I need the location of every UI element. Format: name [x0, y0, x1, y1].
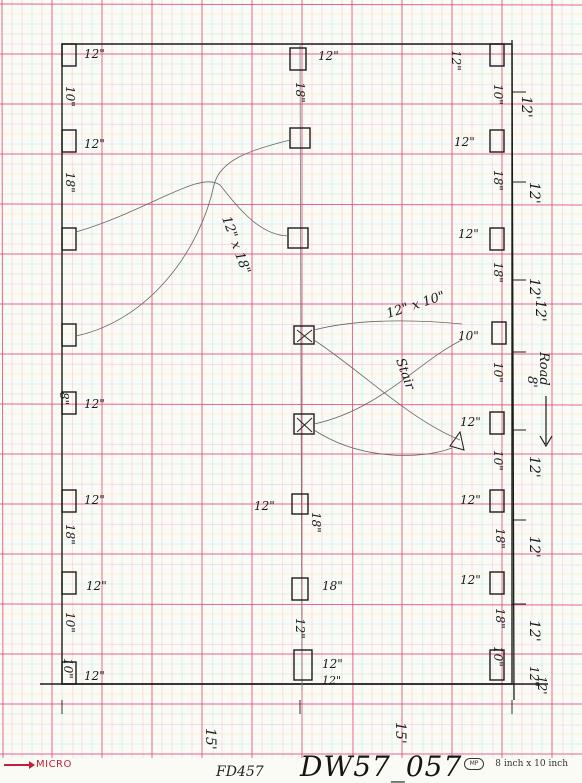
dim-7: 12' [526, 620, 542, 642]
label-right-2b: 18" [491, 170, 505, 191]
label-right-6a: 12" [460, 493, 481, 507]
dim-bottom-left: 15' [202, 728, 218, 750]
paper-logo: MP [464, 758, 484, 770]
label-left-8-b: 12" [84, 669, 105, 683]
label-mid-top-a: 12" [318, 49, 339, 63]
grid-line-horizontal [0, 724, 582, 725]
label-beam-right: 12" x 10" [384, 288, 447, 322]
label-mid-7b: 12" [293, 618, 307, 639]
grid-line-horizontal [0, 604, 582, 605]
floor-plan [40, 40, 552, 714]
label-right-3b: 18" [491, 262, 505, 283]
label-mid-8a: 12" [322, 657, 343, 671]
label-left-7-a: 12" [86, 579, 107, 593]
label-left-6-b: 18" [63, 524, 77, 545]
label-mid-7a: 18" [322, 579, 343, 593]
dim-bottom-right: 15' [392, 722, 408, 744]
label-mid-6b: 18" [309, 512, 323, 533]
label-right-5b: 10" [491, 450, 505, 471]
label-left-5-b: 12" [84, 397, 105, 411]
grid-line-horizontal [0, 4, 582, 5]
dim-2: 12' [526, 182, 542, 204]
label-left-top-b: 10" [63, 86, 77, 107]
column-mid-7 [292, 578, 308, 600]
label-left-6-a: 12" [84, 493, 105, 507]
grid-line-horizontal [0, 284, 582, 285]
column-left-7 [62, 572, 76, 594]
label-mid-6: 12" [254, 499, 275, 513]
label-right-7a: 12" [460, 573, 481, 587]
label-left-2-a: 12" [84, 137, 105, 151]
x-mark-1 [297, 330, 312, 342]
paper-size: 8 inch x 10 inch [495, 759, 568, 769]
arrow-icon [4, 764, 30, 766]
dim-5: 12' [526, 456, 542, 478]
grid-line-horizontal [0, 484, 582, 485]
label-right-7b: 18" [493, 608, 507, 629]
label-left-7-b: 10" [63, 612, 77, 633]
column-left-6 [62, 490, 76, 512]
column-right-4 [492, 322, 506, 344]
label-road-width: 8' [524, 376, 539, 388]
grid-line-horizontal [0, 444, 582, 445]
grid-line-horizontal [0, 204, 582, 205]
label-right-1a: 12" [449, 50, 463, 71]
paper-brand: MICRO [36, 759, 72, 770]
label-road: Road [536, 352, 551, 386]
grid-line-horizontal [0, 644, 582, 645]
grid-line-horizontal [0, 124, 582, 125]
column-left-4 [62, 324, 76, 346]
label-left-5-a: 8" [57, 392, 71, 406]
label-right-1b: 10" [491, 84, 505, 105]
column-mid-1 [290, 48, 306, 70]
bottom-dim-ticks [62, 700, 512, 714]
label-right-5a: 12" [460, 415, 481, 429]
label-right-8b: 12" [527, 666, 541, 687]
doc-stub: FD457 [216, 764, 264, 780]
label-mid-beam: 12" x 18" [218, 214, 254, 277]
label-mid-top-b: 18" [293, 82, 307, 103]
label-mid-8b: 12" [322, 674, 342, 687]
paper-footer [0, 750, 582, 783]
label-right-3a: 12" [458, 227, 479, 241]
dim-6: 12' [526, 536, 542, 558]
grid-line-horizontal [0, 244, 582, 245]
stair-curve-1 [314, 340, 460, 440]
label-right-8a: 10" [491, 646, 505, 667]
beam-curve-2 [76, 140, 290, 336]
grid-line-horizontal [0, 564, 582, 565]
label-left-8-a: 10" [61, 658, 75, 679]
label-right-4a: 10" [458, 329, 479, 343]
label-right-4b: 10" [491, 362, 505, 383]
column-left-2 [62, 130, 76, 152]
grid-line-horizontal [0, 324, 582, 325]
column-left-1 [62, 44, 76, 66]
label-left-top-a: 12" [84, 47, 105, 61]
label-right-2a: 12" [454, 135, 475, 149]
beam-curve-3 [314, 321, 462, 330]
label-left-2-b: 18" [63, 172, 77, 193]
stair-curve-2 [314, 340, 462, 424]
column-mid-3 [288, 228, 308, 248]
document-id: DW57_057 [300, 750, 463, 783]
column-left-3 [62, 228, 76, 250]
label-right-6b: 18" [493, 528, 507, 549]
grid-line-horizontal [0, 524, 582, 525]
dim-3: 12' [526, 278, 542, 300]
dim-8: 12' [535, 676, 549, 695]
dim-1: 12' [518, 96, 534, 118]
dim-4: 12' [532, 300, 548, 322]
grid-line-horizontal [0, 164, 582, 165]
label-stair: Stair [392, 356, 418, 392]
x-mark-2 [297, 418, 312, 432]
